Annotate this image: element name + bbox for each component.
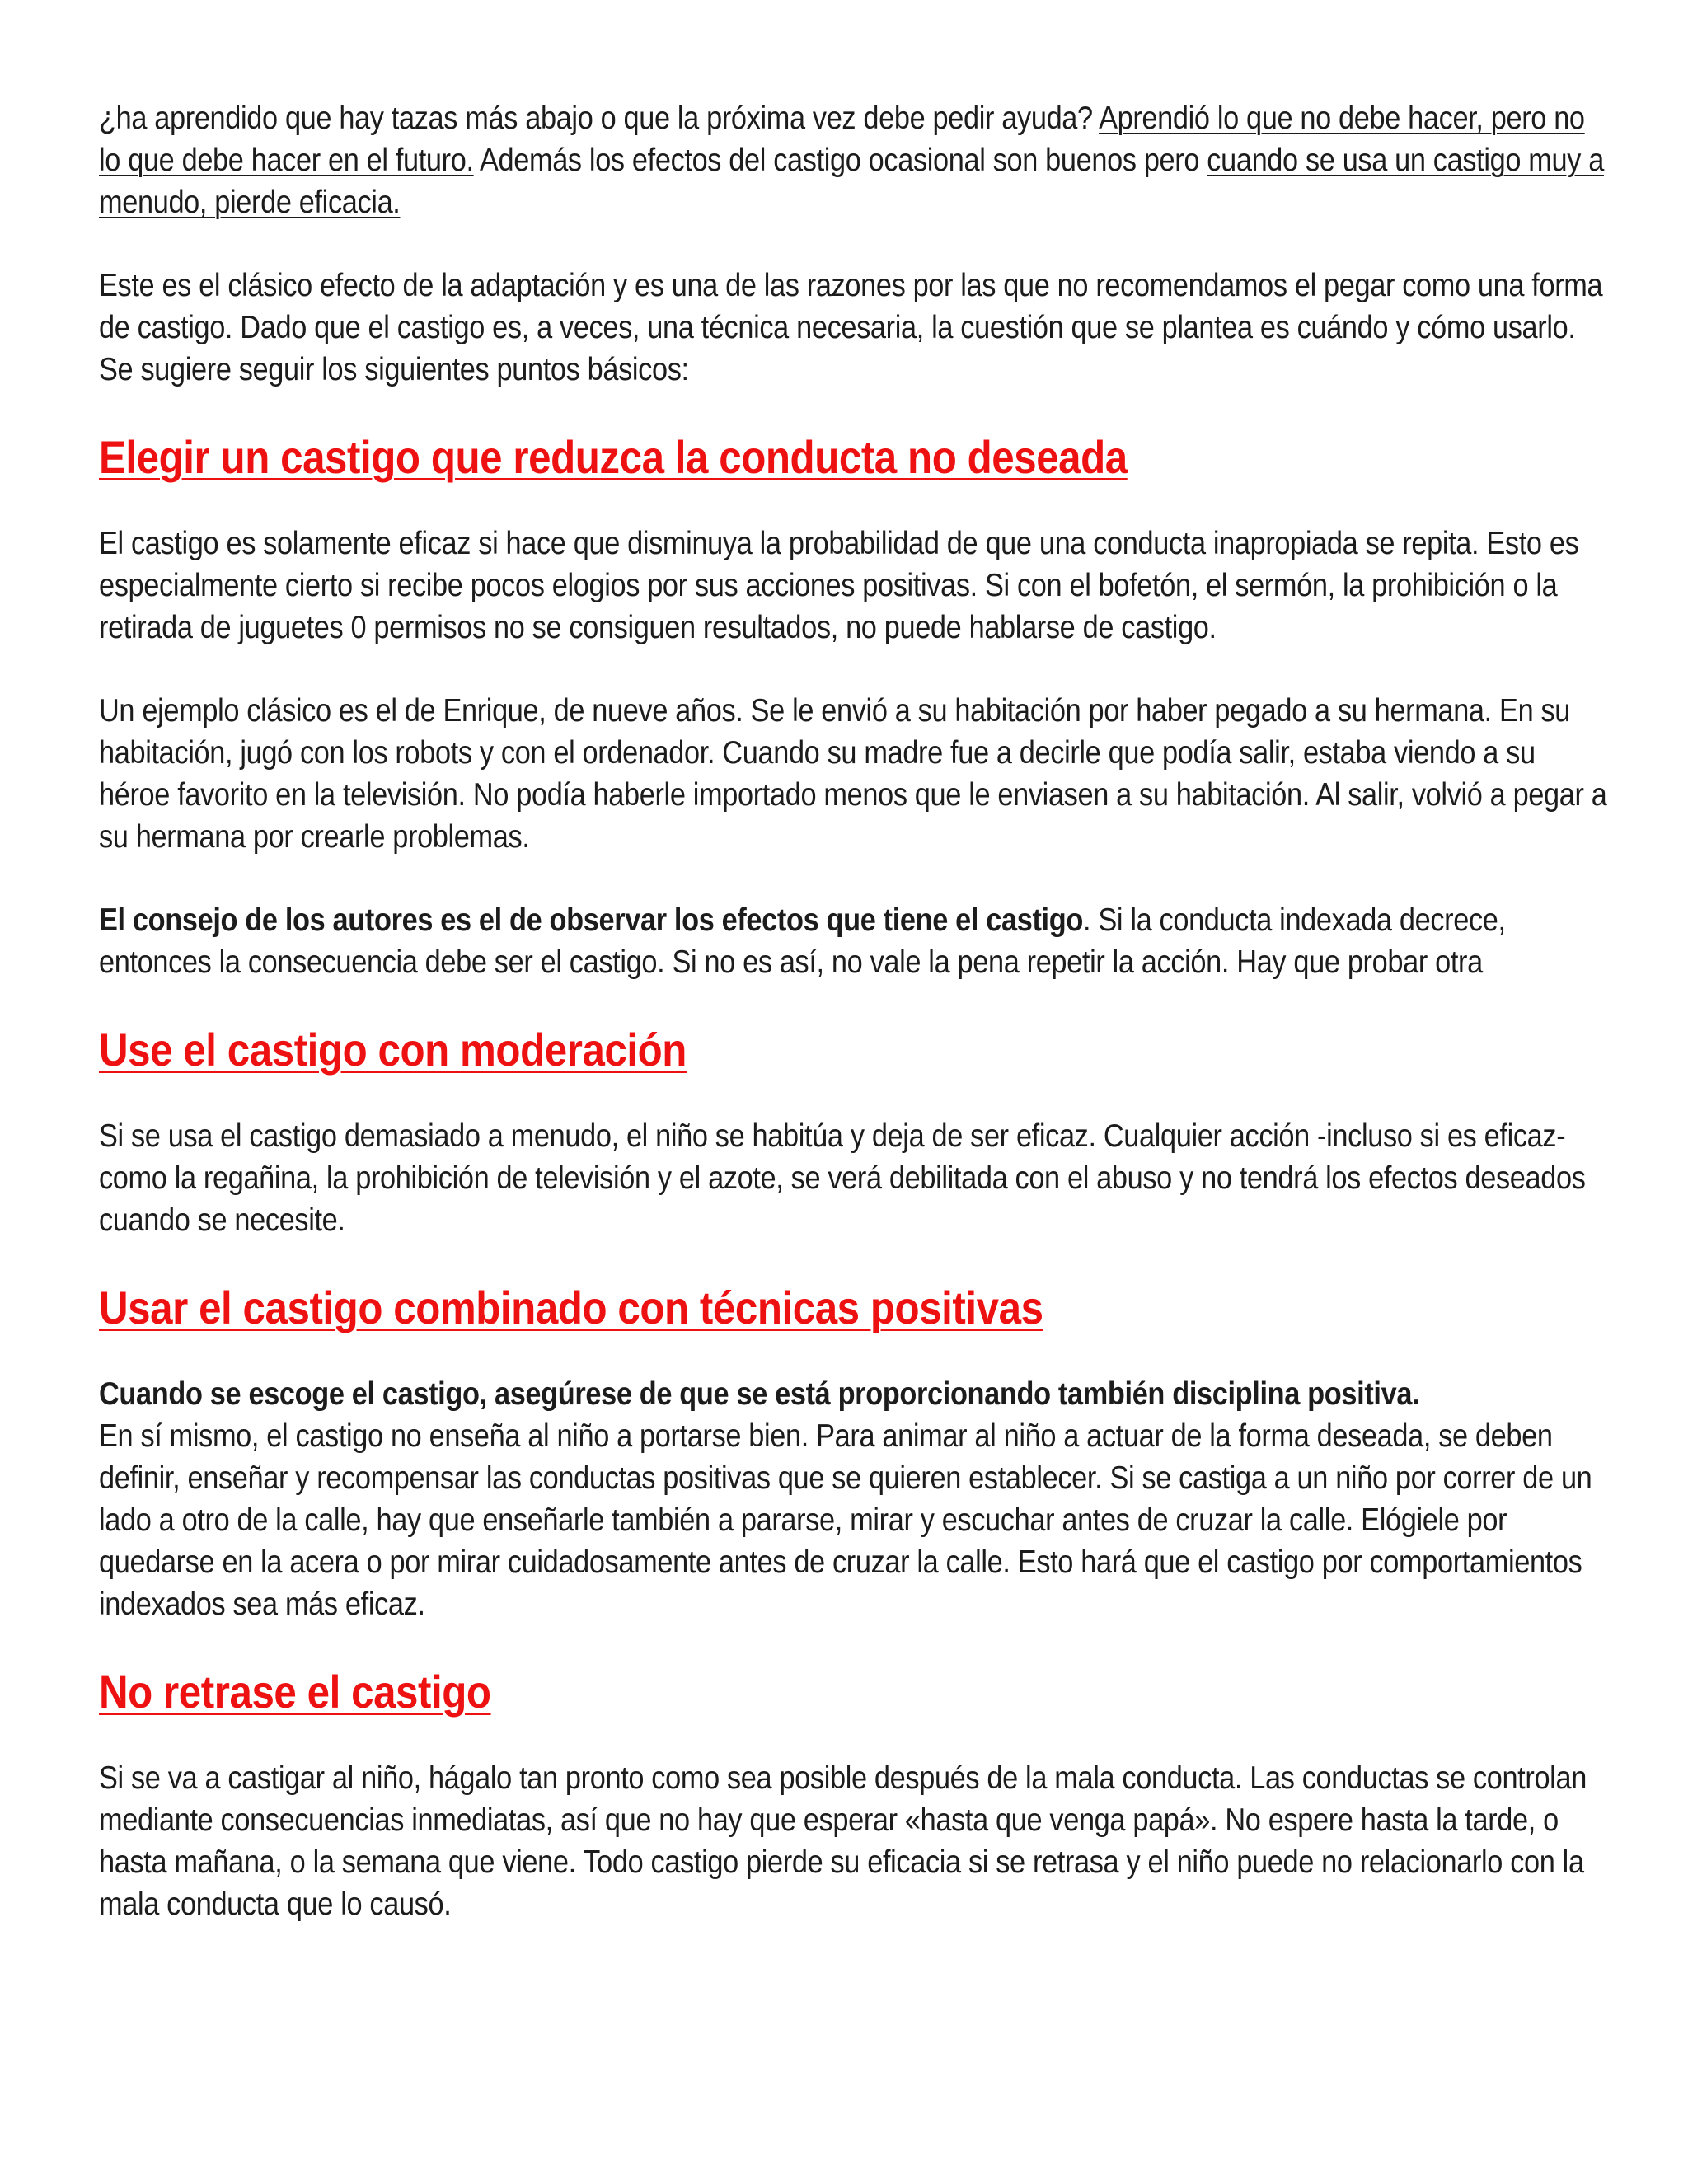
section-heading-choose-punishment: Elegir un castigo que reduzca la conducta no deseada	[99, 431, 1128, 483]
positive-discipline-bold: Cuando se escoge el castigo, asegúrese de que se está proporcionando también disciplina positiva.	[99, 1376, 1420, 1412]
underlined-text-1: Aprendió lo que no debe hacer, pero no lo que debe hacer en el futuro.	[99, 101, 1585, 178]
section-1-paragraph-2: Un ejemplo clásico es el de Enrique, de nueve años. Se le envió a su habitación por haber pegado a su hermana. En su habitación, jugó con los robots y con el ordenador. Cuando su madre fue a decirle que podía salir, estaba viendo a su héroe favorito en la televisión. No podía haberle importado menos que le enviasen a su habitación. Al salir, volvió a pegar a su hermana por crearle problemas.	[99, 693, 1607, 855]
section-heading-no-delay: No retrase el castigo	[99, 1666, 491, 1718]
intro-text-a: ¿ha aprendido que hay tazas más abajo o que la próxima vez debe pedir ayuda?	[99, 101, 1100, 136]
intro-text-b: Además los efectos del castigo ocasional son buenos pero	[473, 143, 1207, 178]
section-heading-positive-techniques: Usar el castigo combinado con técnicas positivas	[99, 1282, 1043, 1333]
underlined-text-2: cuando se usa un castigo muy a menudo, pierde eficacia.	[99, 143, 1604, 220]
section-2-paragraph-1: Si se usa el castigo demasiado a menudo, el niño se habitúa y deja de ser eficaz. Cualquier acción -incluso si es eficaz- como la regañina, la prohibición de televisión y el azote, se verá debilitada con el abuso y no tendrá los efectos deseados cuando se necesite.	[99, 1118, 1586, 1238]
section-3-paragraph-1	[99, 1373, 1607, 1625]
section-heading-moderation: Use el castigo con moderación	[99, 1024, 687, 1076]
section-1-paragraph-3-rest: . Si la conducta indexada decrece, entonces la consecuencia debe ser el castigo. Si no es así, no vale la pena repetir la acción. Hay que probar otra	[99, 902, 1506, 980]
document-page	[99, 97, 1607, 1966]
section-4-paragraph-1: Si se va a castigar al niño, hágalo tan pronto como sea posible después de la mala conducta. Las conductas se controlan mediante consecuencias inmediatas, así que no hay que esperar «hasta que venga papá». No espere hasta la tarde, o hasta mañana, o la semana que viene. Todo castigo pierde su eficacia si se retrasa y el niño puede no relacionarlo con la mala conducta que lo causó.	[99, 1760, 1587, 1922]
authors-advice-bold: El consejo de los autores es el de observar los efectos que tiene el castigo	[99, 902, 1083, 938]
section-1-paragraph-1: El castigo es solamente eficaz si hace que disminuya la probabilidad de que una conducta inapropiada se repita. Esto es especialmente cierto si recibe pocos elogios por sus acciones positivas. Si con el bofetón, el sermón, la prohibición o la retirada de juguetes 0 permisos no se consiguen resultados, no puede hablarse de castigo.	[99, 526, 1579, 645]
intro-paragraph-2: Este es el clásico efecto de la adaptación y es una de las razones por las que no recomendamos el pegar como una forma de castigo. Dado que el castigo es, a veces, una técnica necesaria, la cuestión que se plantea es cuándo y cómo usarlo. Se sugiere seguir los siguientes puntos básicos:	[99, 268, 1603, 387]
section-3-paragraph-1-rest: En sí mismo, el castigo no enseña al niño a portarse bien. Para animar al niño a actuar de la forma deseada, se deben definir, enseñar y recompensar las conductas positivas que se quieren establecer. Si se castiga a un niño por correr de un lado a otro de la calle, hay que enseñarle también a pararse, mirar y escuchar antes de cruzar la calle. Elógiele por quedarse en la acera o por mirar cuidadosamente antes de cruzar la calle. Esto hará que el castigo por comportamientos indexados sea más eficaz.	[99, 1418, 1592, 1622]
section-1-paragraph-3	[99, 899, 1607, 983]
intro-paragraph-1	[99, 97, 1607, 223]
